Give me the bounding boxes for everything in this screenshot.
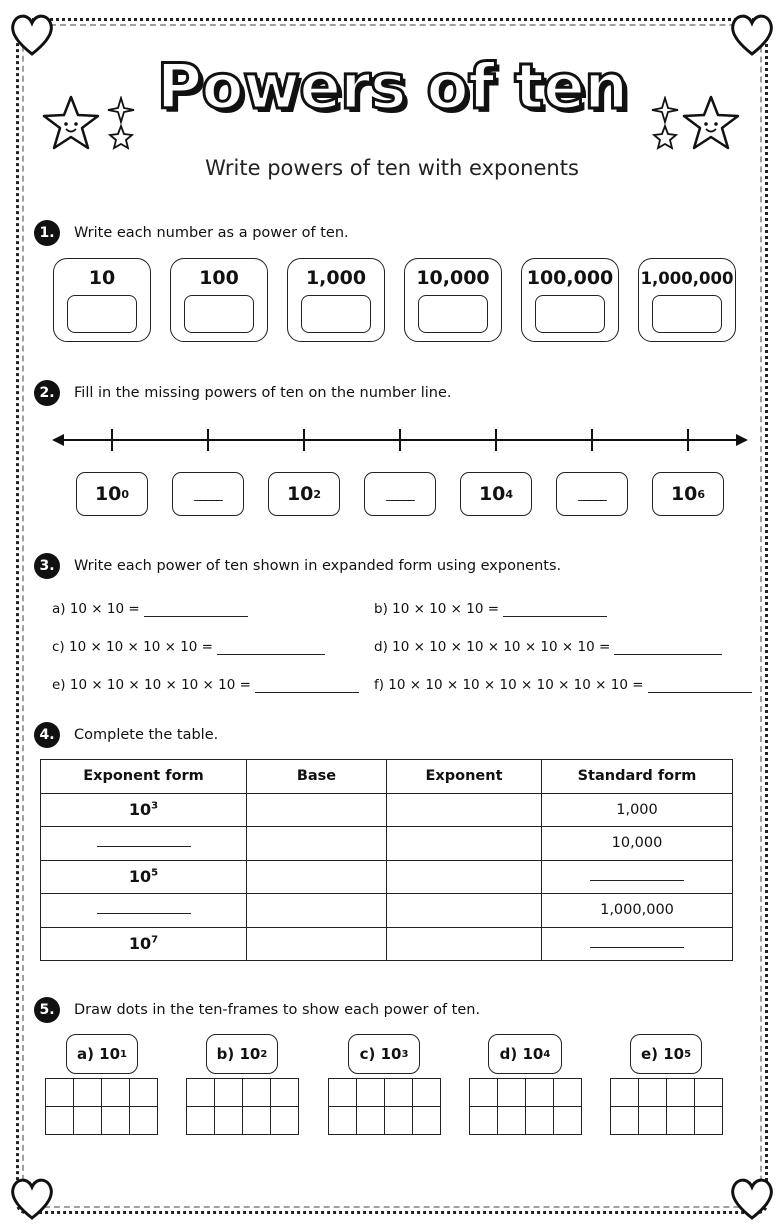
base-text: 10 <box>128 867 152 887</box>
question-4-header <box>34 722 218 748</box>
expanded-item-f <box>374 677 752 693</box>
blank-line: _____ <box>386 486 414 502</box>
number-line-box <box>76 472 148 516</box>
number-card <box>170 258 268 342</box>
label-text: b) 10 <box>216 1045 261 1063</box>
number-line <box>50 426 750 454</box>
base-text: 10 <box>128 934 152 954</box>
question-number: 2. <box>34 380 60 406</box>
blank-line: _____ <box>578 486 606 502</box>
item-text: b) 10 × 10 × 10 = <box>374 601 500 617</box>
exponent-text: 6 <box>697 487 706 501</box>
column-header: Exponent form <box>41 760 247 794</box>
exponent-text: 0 <box>121 487 130 501</box>
exponent-text: 1 <box>120 1048 128 1060</box>
exponent-text: 3 <box>151 800 159 812</box>
table-cell-input[interactable] <box>247 793 387 827</box>
table-cell-input[interactable] <box>387 927 542 961</box>
expanded-item-e <box>52 677 359 693</box>
star-face-icon <box>40 94 102 152</box>
answer-line[interactable] <box>648 680 752 693</box>
number-card <box>521 258 619 342</box>
answer-line[interactable] <box>97 905 191 914</box>
table-cell: 10,000 <box>542 827 733 861</box>
table-cell: 1,000,000 <box>542 894 733 928</box>
star-face-icon <box>680 94 742 152</box>
answer-box[interactable] <box>67 295 137 333</box>
base-text: 10 <box>286 483 314 505</box>
item-text: f) 10 × 10 × 10 × 10 × 10 × 10 × 10 = <box>374 677 644 693</box>
item-text: e) 10 × 10 × 10 × 10 × 10 = <box>52 677 251 693</box>
table-cell-input[interactable] <box>387 894 542 928</box>
question-1-header <box>34 220 349 246</box>
base-text: 10 <box>94 483 122 505</box>
table-cell: 1,000 <box>542 793 733 827</box>
table-row <box>41 927 733 961</box>
card-number: 10 <box>88 267 116 289</box>
table-cell-input[interactable] <box>542 927 733 961</box>
table-cell <box>41 860 247 894</box>
answer-box[interactable] <box>418 295 488 333</box>
page-title: Powers of ten <box>156 50 628 123</box>
page-subtitle: Write powers of ten with exponents <box>205 156 579 180</box>
label-text: c) 10 <box>359 1045 402 1063</box>
exponent-text: 2 <box>313 487 322 501</box>
number-card <box>638 258 736 342</box>
card-number: 100 <box>199 267 239 289</box>
question-3-header <box>34 553 561 579</box>
expanded-item-d <box>374 639 722 655</box>
question-5-header <box>34 997 480 1023</box>
label-text: a) 10 <box>76 1045 121 1063</box>
number-card <box>287 258 385 342</box>
answer-box[interactable] <box>301 295 371 333</box>
answer-line[interactable] <box>590 939 684 948</box>
sparkle-icon <box>648 96 682 154</box>
question-number: 4. <box>34 722 60 748</box>
table-cell <box>41 927 247 961</box>
column-header: Standard form <box>542 760 733 794</box>
question-3-text: Write each power of ten shown in expanded form using exponents. <box>74 558 562 574</box>
number-line-box <box>652 472 724 516</box>
ten-frame[interactable] <box>186 1078 299 1135</box>
number-line-blank[interactable] <box>364 472 436 516</box>
number-line-blank[interactable] <box>172 472 244 516</box>
item-text: c) 10 × 10 × 10 × 10 = <box>52 639 213 655</box>
answer-line[interactable] <box>97 838 191 847</box>
table-cell-input[interactable] <box>387 793 542 827</box>
column-header: Exponent <box>387 760 542 794</box>
exponent-text: 3 <box>401 1048 409 1060</box>
question-1-text: Write each number as a power of ten. <box>74 225 349 241</box>
table-header-row <box>41 760 733 794</box>
base-text: 10 <box>478 483 506 505</box>
column-header: Base <box>247 760 387 794</box>
ten-frame-label <box>206 1034 278 1074</box>
answer-box[interactable] <box>184 295 254 333</box>
answer-line[interactable] <box>503 604 607 617</box>
ten-frame-label <box>488 1034 562 1074</box>
table-cell-input[interactable] <box>247 827 387 861</box>
question-number: 5. <box>34 997 60 1023</box>
expanded-item-c <box>52 639 325 655</box>
ten-frame[interactable] <box>610 1078 723 1135</box>
base-text: 10 <box>670 483 698 505</box>
answer-box[interactable] <box>535 295 605 333</box>
number-card <box>404 258 502 342</box>
ten-frame-label <box>630 1034 702 1074</box>
heart-icon <box>726 1172 778 1224</box>
table-row <box>41 894 733 928</box>
number-card <box>53 258 151 342</box>
powers-table <box>40 759 733 961</box>
table-cell-input[interactable] <box>387 827 542 861</box>
heart-icon <box>6 1172 58 1224</box>
answer-line[interactable] <box>217 642 325 655</box>
table-cell-input[interactable] <box>247 894 387 928</box>
table-cell-input[interactable] <box>542 860 733 894</box>
ten-frame[interactable] <box>328 1078 441 1135</box>
ten-frame-label <box>348 1034 420 1074</box>
table-row <box>41 793 733 827</box>
question-number: 1. <box>34 220 60 246</box>
card-number: 1,000,000 <box>640 269 734 288</box>
ten-frame[interactable] <box>45 1078 158 1135</box>
answer-line[interactable] <box>255 680 359 693</box>
base-text: 10 <box>128 800 152 820</box>
item-text: a) 10 × 10 = <box>52 601 140 617</box>
item-text: d) 10 × 10 × 10 × 10 × 10 × 10 = <box>374 639 611 655</box>
ten-frame-label <box>66 1034 138 1074</box>
question-2-header <box>34 380 452 406</box>
question-number: 3. <box>34 553 60 579</box>
exponent-text: 5 <box>684 1048 692 1060</box>
card-number: 10,000 <box>416 267 490 289</box>
exponent-text: 7 <box>151 934 159 946</box>
table-cell-input[interactable] <box>41 827 247 861</box>
table-cell-input[interactable] <box>41 894 247 928</box>
blank-line: _____ <box>194 486 222 502</box>
question-5-text: Draw dots in the ten-frames to show each power of ten. <box>74 1002 481 1018</box>
card-number: 100,000 <box>526 267 614 289</box>
table-row <box>41 860 733 894</box>
exponent-text: 2 <box>260 1048 268 1060</box>
table-cell-input[interactable] <box>247 927 387 961</box>
expanded-item-a <box>52 601 248 617</box>
number-line-box <box>460 472 532 516</box>
table-cell <box>41 793 247 827</box>
number-line-box <box>268 472 340 516</box>
number-line-blank[interactable] <box>556 472 628 516</box>
question-4-text: Complete the table. <box>74 727 219 743</box>
expanded-item-b <box>374 601 607 617</box>
answer-line[interactable] <box>590 872 684 881</box>
answer-line[interactable] <box>144 604 248 617</box>
question-2-text: Fill in the missing powers of ten on the number line. <box>74 385 452 401</box>
exponent-text: 4 <box>505 487 514 501</box>
label-text: e) 10 <box>640 1045 685 1063</box>
label-text: d) 10 <box>499 1045 544 1063</box>
card-number: 1,000 <box>305 267 367 289</box>
table-cell-input[interactable] <box>247 860 387 894</box>
exponent-text: 4 <box>543 1048 551 1060</box>
table-cell-input[interactable] <box>387 860 542 894</box>
answer-line[interactable] <box>614 642 722 655</box>
ten-frame[interactable] <box>469 1078 582 1135</box>
exponent-text: 5 <box>151 867 159 879</box>
answer-box[interactable] <box>652 295 722 333</box>
table-row <box>41 827 733 861</box>
sparkle-icon <box>104 96 138 154</box>
